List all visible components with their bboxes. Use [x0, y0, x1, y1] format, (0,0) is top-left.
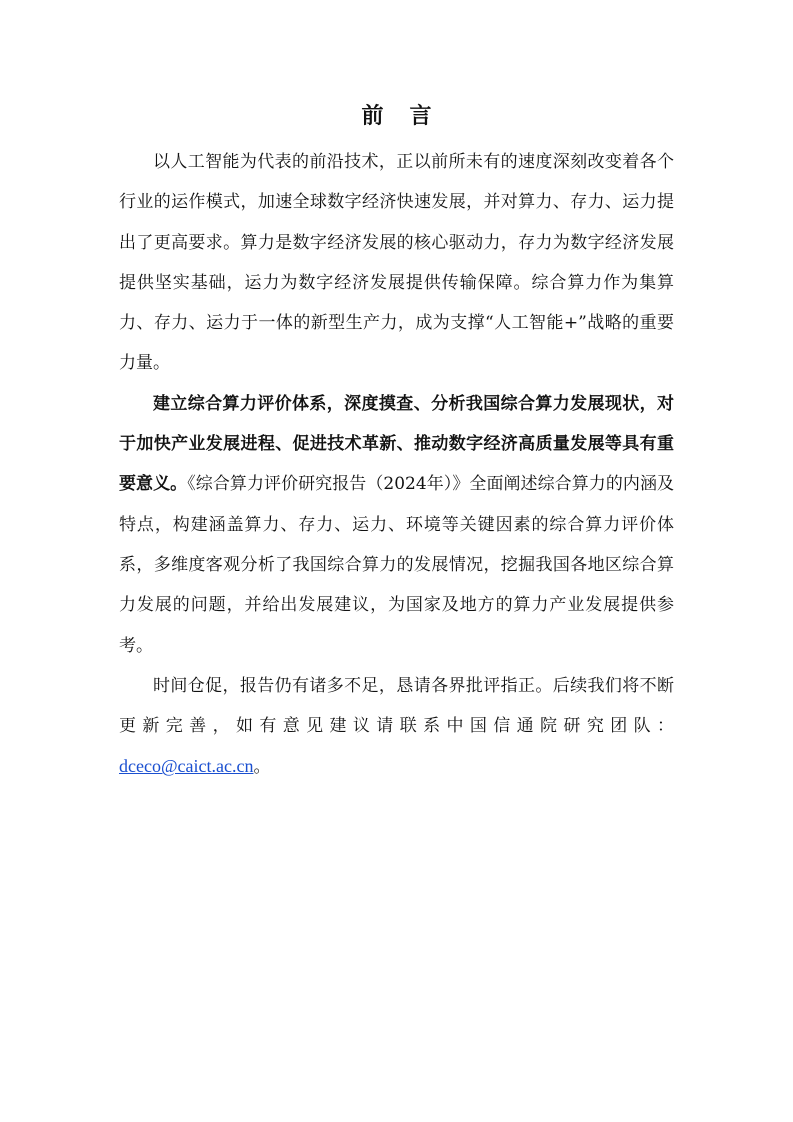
page-title — [0, 101, 793, 133]
paragraph-evaluation-emphasis: 建立综合算力评价体系，深度摸查、分析我国综合算力发展现状，对于加快产业发展进程、促进技术革新、推动数字经济高质量发展等具有重要意义。 — [119, 393, 674, 495]
preface-body — [119, 142, 674, 788]
paragraph-intro: 以人工智能为代表的前沿技术，正以前所未有的速度深刻改变着各个行业的运作模式，加速全球数字经济快速发展，并对算力、存力、运力提出了更高要求。算力是数字经济发展的核心驱动力，存力为数字经济发展提供坚实基础，运力为数字经济发展提供传输保障。综合算力作为集算力、存力、运力于一体的新型生产力，成为支撑“人工智能+”战略的重要力量。 — [119, 152, 674, 374]
title-char-2: 言 — [409, 104, 432, 129]
contact-line — [119, 746, 674, 787]
paragraph-evaluation — [119, 384, 674, 666]
title-char-1: 前 — [361, 104, 384, 129]
paragraph-closing: 时间仓促，报告仍有诸多不足，恳请各界批评指正。后续我们将不断更新完善，如有意见建议请联系中国信通院研究团队： — [119, 675, 674, 737]
contact-email-link[interactable]: dceco@caict.ac.cn — [119, 756, 254, 777]
paragraph-evaluation-text: 《综合算力评价研究报告（2024年）》全面阐述综合算力的内涵及特点，构建涵盖算力、存力、运力、环境等关键因素的综合算力评价体系，多维度客观分析了我国综合算力的发展情况，挖掘我国各地区综合算力发展的问题，并给出发展建议，为国家及地方的算力产业发展提供参考。 — [119, 474, 675, 656]
contact-suffix: 。 — [253, 757, 271, 778]
